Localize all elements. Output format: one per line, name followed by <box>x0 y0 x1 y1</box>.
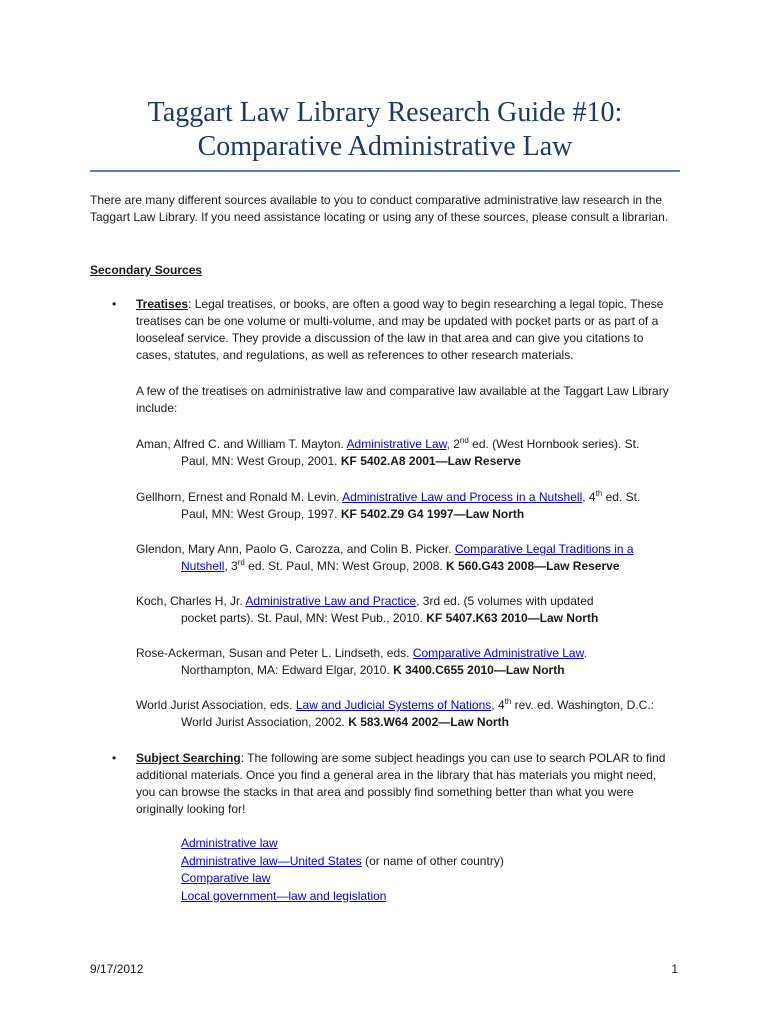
reference-edition: , 3 <box>224 559 238 573</box>
bullet-icon: • <box>112 751 117 765</box>
reference-edition-sup: th <box>504 697 512 706</box>
reference-authors: Aman, Alfred C. and William T. Mayton. <box>136 437 347 451</box>
reference-authors: Glendon, Mary Ann, Paolo G. Carozza, and Colin B. Picker. <box>136 542 455 556</box>
treatises-list-intro: A few of the treatises on administrative law and comparative law available at the Taggart Law Library include: <box>136 384 669 415</box>
reference-authors: Gellhorn, Ernest and Ronald M. Levin. <box>136 490 343 504</box>
reference-authors: World Jurist Association, eds. <box>136 698 296 712</box>
reference-item <box>136 489 676 523</box>
reference-title-link[interactable]: Administrative Law <box>346 437 447 451</box>
subject-heading-item <box>181 888 504 906</box>
reference-item <box>136 645 676 679</box>
reference-publisher: ed. St. Paul, MN: West Group, 2008. <box>244 559 447 573</box>
reference-title-link[interactable]: Comparative Legal Traditions in a <box>454 542 634 556</box>
reference-item <box>136 593 676 627</box>
reference-call-number: KF 5407.K63 2010—Law North <box>426 611 599 625</box>
page-title-line-2: Comparative Administrative Law <box>197 131 573 162</box>
section-heading-secondary-sources: Secondary Sources <box>90 263 203 277</box>
subject-searching-text: The following are some subject headings you can use to search POLAR to find additional materials. Once you find a general area in the library that has materials you might need, you can browse the stacks in that area and possibly find something better than what you were originally looking for! <box>136 751 666 816</box>
subject-searching-colon: : <box>240 751 245 765</box>
reference-edition-rest: ed. St. <box>602 490 641 504</box>
treatises-label: Treatises <box>136 297 189 311</box>
reference-publisher: pocket parts). St. Paul, MN: West Pub., 2010. <box>181 611 427 625</box>
reference-item <box>136 541 676 575</box>
reference-edition: , 4 <box>582 490 596 504</box>
reference-call-number: K 583.W64 2002—Law North <box>348 715 509 729</box>
footer-page-number: 1 <box>671 962 678 976</box>
reference-title-link[interactable]: Comparative Administrative Law <box>412 646 584 660</box>
reference-edition: . <box>583 646 587 660</box>
subject-searching-label: Subject Searching <box>136 751 241 765</box>
reference-publisher: Paul, MN: West Group, 2001. <box>181 454 341 468</box>
subject-heading-note: (or name of other country) <box>361 853 504 868</box>
reference-edition: , 2 <box>446 437 460 451</box>
reference-call-number: KF 5402.A8 2001—Law Reserve <box>340 454 521 468</box>
reference-edition-rest: ed. (West Hornbook series). St. <box>468 437 640 451</box>
bullet-icon: • <box>112 297 117 311</box>
reference-title-link-continued[interactable]: Nutshell <box>181 559 225 573</box>
footer-date: 9/17/2012 <box>90 962 144 976</box>
reference-edition-sup: nd <box>459 436 469 445</box>
reference-edition: , 3rd ed. (5 volumes with updated <box>416 594 594 608</box>
reference-edition-rest: rev. ed. Washington, D.C.: <box>511 698 655 712</box>
reference-edition: , 4 <box>491 698 505 712</box>
reference-edition-sup: th <box>595 489 603 498</box>
treatises-text: Legal treatises, or books, are often a good way to begin researching a legal topic. These treatises can be one volume or multi-volume, and may be updated with pocket parts or as part of a looseleaf service. They provide a discussion of the law in that area and can give you citations to cases, statutes, and regulations, as well as references to other research materials. <box>136 297 664 362</box>
subject-heading-item <box>181 870 504 888</box>
page-title <box>90 96 680 164</box>
treatises-paragraph <box>136 296 676 364</box>
reference-title-link[interactable]: Administrative Law and Process in a Nutshell <box>342 490 583 504</box>
reference-title-link[interactable]: Administrative Law and Practice <box>245 594 417 608</box>
reference-item <box>136 697 676 731</box>
reference-publisher: World Jurist Association, 2002. <box>181 715 349 729</box>
reference-title-link[interactable]: Law and Judicial Systems of Nations <box>295 698 492 712</box>
subject-heading-link[interactable]: Local government—law and legislation <box>181 888 387 903</box>
reference-authors: Rose-Ackerman, Susan and Peter L. Lindseth, eds. <box>136 646 413 660</box>
title-divider <box>90 170 680 172</box>
reference-authors: Koch, Charles H, Jr. <box>136 594 246 608</box>
page-title-line-1: Taggart Law Library Research Guide #10: <box>147 97 623 128</box>
subject-heading-link[interactable]: Administrative law—United States <box>181 853 362 868</box>
subject-heading-item <box>181 853 504 871</box>
reference-call-number: KF 5402.Z9 G4 1997—Law North <box>340 507 525 521</box>
reference-publisher: Paul, MN: West Group, 1997. <box>181 507 341 521</box>
subject-searching-paragraph <box>136 750 676 818</box>
reference-item <box>136 436 676 470</box>
reference-call-number: K 3400.C655 2010—Law North <box>393 663 565 677</box>
subject-heading-link[interactable]: Administrative law <box>181 836 278 850</box>
subject-headings-list <box>181 835 504 905</box>
subject-heading-link[interactable]: Comparative law <box>181 871 271 885</box>
treatises-colon: : <box>188 297 192 311</box>
intro-paragraph: There are many different sources available to you to conduct comparative administrative law research in the Taggart Law Library. If you need assistance locating or using any of these sources, please consult a librarian. <box>90 193 669 224</box>
subject-heading-item <box>181 835 504 853</box>
reference-edition-sup: rd <box>237 558 245 567</box>
reference-call-number: K 560.G43 2008—Law Reserve <box>446 559 620 573</box>
reference-publisher: Northampton, MA: Edward Elgar, 2010. <box>181 663 394 677</box>
